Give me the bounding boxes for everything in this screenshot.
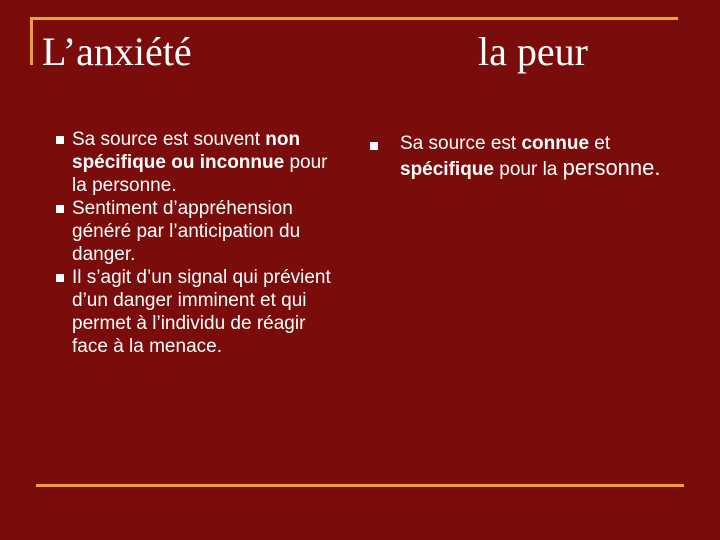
left-bullet-2 <box>56 197 346 266</box>
right-bullet-1-emphasis-1: connue <box>521 133 590 154</box>
square-bullet-icon <box>56 136 64 144</box>
title-right: la peur <box>478 29 588 74</box>
top-vertical-rule <box>30 17 33 65</box>
right-bullet-1-emphasis-2: spécifique <box>400 159 494 180</box>
right-bullet-1-text-e: pour la <box>493 159 563 180</box>
square-bullet-icon <box>56 205 64 213</box>
left-bullet-1-emphasis: non spécifique ou inconnue <box>72 129 301 173</box>
right-bullet-1-text-c: et <box>589 133 611 154</box>
left-column <box>56 128 346 358</box>
right-bullet-1-text-a: Sa source est <box>400 133 522 154</box>
left-bullet-1 <box>56 128 346 197</box>
title-left: L’anxiété <box>42 29 192 74</box>
left-bullet-3-text: Il s’agit d’un signal qui prévient d’un danger imminent et qui permet à l’individu de réagir face à la menace. <box>72 267 331 357</box>
top-horizontal-rule <box>30 17 678 20</box>
bottom-rule <box>36 484 684 487</box>
right-bullet-1-large-word: personne. <box>562 155 661 180</box>
right-bullet-1 <box>370 132 700 182</box>
left-bullet-3 <box>56 266 346 358</box>
right-column <box>370 132 700 182</box>
square-bullet-icon <box>56 274 64 282</box>
left-bullet-1-text-c: pour la personne. <box>72 152 328 196</box>
square-bullet-icon <box>370 142 378 150</box>
left-bullet-1-text-a: Sa source est souvent <box>72 129 266 150</box>
left-bullet-2-text: Sentiment d’appréhension généré par l’anticipation du danger. <box>72 198 301 265</box>
